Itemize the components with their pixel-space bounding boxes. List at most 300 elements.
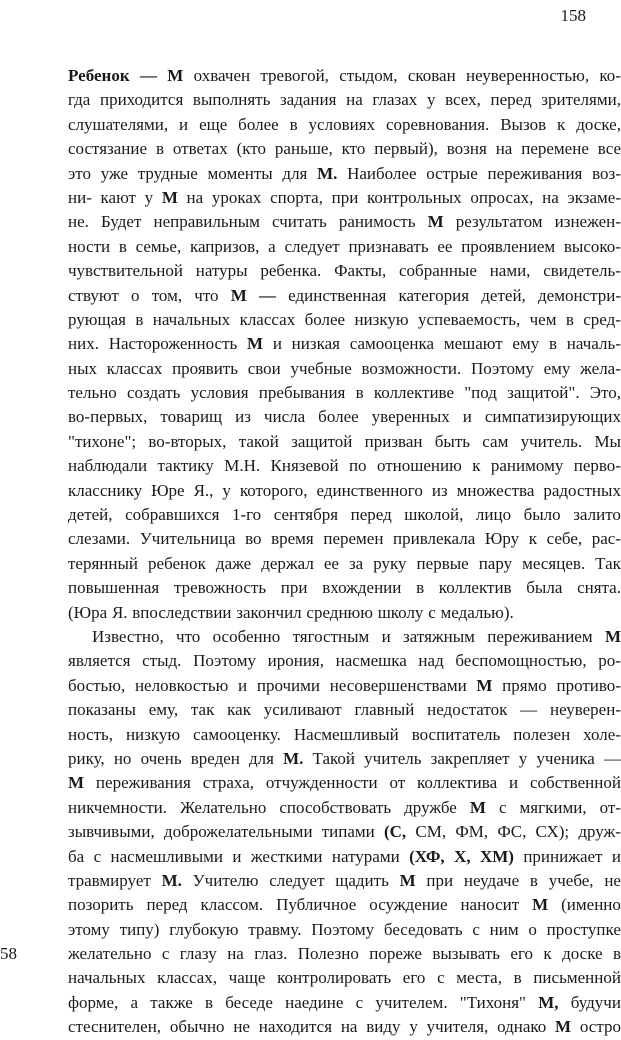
word: детей, xyxy=(481,285,526,305)
word: числа xyxy=(263,407,306,427)
text-line xyxy=(68,601,621,625)
word: беседе xyxy=(225,992,273,1012)
word: единственная xyxy=(288,285,387,305)
text-line xyxy=(68,649,621,673)
word: перед xyxy=(146,895,188,915)
word: моменты xyxy=(207,163,273,183)
word: наблюдали xyxy=(68,456,148,476)
word: ему, xyxy=(148,700,179,720)
word: ных xyxy=(68,358,98,378)
word: доске xyxy=(562,944,603,964)
word: прямо xyxy=(502,675,547,695)
word: натуры xyxy=(195,261,248,281)
word: чувствительной xyxy=(68,261,183,281)
word: следует xyxy=(284,236,340,256)
word: холе- xyxy=(583,724,621,744)
text-line xyxy=(68,869,621,893)
text-line xyxy=(68,235,621,259)
text-line xyxy=(68,332,621,356)
word: его xyxy=(510,944,534,964)
word: собранные xyxy=(399,261,477,281)
word: так xyxy=(190,700,215,720)
word: Известно, xyxy=(92,626,164,646)
word: стыдом, xyxy=(339,66,398,85)
word: классах xyxy=(239,309,296,329)
word: стеснителен, xyxy=(68,1017,162,1037)
word: соревнования. xyxy=(385,114,490,134)
word: ФС, xyxy=(497,822,527,842)
word: кают xyxy=(100,187,136,207)
word: ним xyxy=(489,919,519,939)
word: с xyxy=(355,992,364,1012)
word: неловкостью xyxy=(134,675,229,695)
word: в xyxy=(529,870,538,890)
word: и xyxy=(611,846,621,866)
text-line xyxy=(68,259,621,283)
word: Юре xyxy=(151,480,185,500)
word: "Тихоня" xyxy=(459,992,526,1012)
word: самооценка xyxy=(349,334,435,354)
bold-word: М, xyxy=(538,992,559,1012)
word: школой, xyxy=(404,505,464,525)
word: трудные xyxy=(137,163,198,183)
word: Я., xyxy=(193,480,214,500)
word: в xyxy=(355,383,364,403)
word: СХ); xyxy=(535,822,570,842)
word: способствовать xyxy=(279,797,392,817)
word: виду xyxy=(366,1017,401,1037)
word: ее xyxy=(323,553,339,573)
word: возня xyxy=(446,139,487,159)
word: для xyxy=(249,748,274,768)
word: ко- xyxy=(599,66,621,85)
word: категория xyxy=(398,285,470,305)
word: у xyxy=(144,187,154,207)
word: находится xyxy=(258,1017,333,1037)
word: перед xyxy=(490,90,532,110)
word: ирония, xyxy=(267,651,324,671)
word: ро- xyxy=(598,651,621,671)
word: слезами. xyxy=(68,529,131,549)
word: места, xyxy=(456,968,502,988)
word: неуверенностью, xyxy=(466,66,590,85)
word: от xyxy=(389,773,406,793)
word: ответах xyxy=(172,139,228,159)
word: низкая xyxy=(291,334,340,354)
word: было xyxy=(523,505,561,525)
word: это xyxy=(68,163,92,183)
word: скован xyxy=(407,66,456,85)
word: контролировать xyxy=(277,968,392,988)
word: более xyxy=(238,114,279,134)
word: при xyxy=(331,187,359,207)
word: во-первых, xyxy=(68,407,148,427)
word: из xyxy=(235,407,251,427)
word: низкую xyxy=(125,724,181,744)
word: прочими xyxy=(256,675,321,695)
word: (Юра xyxy=(68,602,108,622)
word: вхождении xyxy=(322,578,402,598)
word: ствуют xyxy=(68,285,119,305)
word: быть xyxy=(434,431,471,451)
word: — xyxy=(603,748,621,768)
word: как xyxy=(227,700,251,720)
word: неудаче xyxy=(463,870,520,890)
word: успеваемость, xyxy=(417,309,521,329)
word: особенно xyxy=(212,626,281,646)
word: классах, xyxy=(157,968,218,988)
text-line xyxy=(68,113,621,137)
text-line xyxy=(68,845,621,869)
word: на xyxy=(186,187,204,207)
word: состязание xyxy=(68,139,148,159)
word: класснику xyxy=(68,480,143,500)
word: острые xyxy=(426,163,478,183)
word: результатом xyxy=(455,212,543,232)
word: свидетель- xyxy=(543,261,621,281)
word: ребенок xyxy=(148,553,206,573)
word: раньше, xyxy=(274,139,333,159)
word: лицо xyxy=(475,505,512,525)
text-line xyxy=(68,88,621,112)
word: гда xyxy=(68,90,91,110)
word: затяжным xyxy=(403,626,475,646)
word: чем xyxy=(529,309,557,329)
word: однако xyxy=(497,1017,547,1037)
word: коллектива xyxy=(417,773,498,793)
word: снята. xyxy=(577,578,621,598)
word: учитель xyxy=(364,748,422,768)
bold-word: М xyxy=(427,212,444,232)
word: тревожность xyxy=(173,578,267,598)
word: закончил xyxy=(236,602,302,622)
text-line xyxy=(68,820,621,844)
word: создать xyxy=(127,383,181,403)
word: сам xyxy=(482,431,509,451)
word: коллективе xyxy=(373,383,455,403)
word: том, xyxy=(151,285,183,305)
word: к xyxy=(543,944,552,964)
text-line xyxy=(68,186,621,210)
text-line xyxy=(68,552,621,576)
word: опросах, xyxy=(470,187,534,207)
word: начальных xyxy=(152,309,231,329)
word: классом. xyxy=(200,895,264,915)
word: рас- xyxy=(591,529,621,549)
word: травму. xyxy=(248,919,302,939)
word: неуверен- xyxy=(549,700,621,720)
word: зрителями, xyxy=(541,90,621,110)
word: уверенных xyxy=(371,407,450,427)
word: всех, xyxy=(445,90,481,110)
word: о xyxy=(528,919,537,939)
word: щадить xyxy=(335,870,389,890)
word: была xyxy=(526,578,563,598)
word: школу xyxy=(377,602,424,622)
text-line xyxy=(68,64,621,88)
word: ба xyxy=(68,846,85,866)
word: в xyxy=(565,309,574,329)
word: глазах xyxy=(372,90,418,110)
word: тельно xyxy=(68,383,117,403)
word: с xyxy=(93,846,102,866)
text-line xyxy=(68,308,621,332)
word: для xyxy=(282,163,308,183)
text-line xyxy=(68,918,621,942)
word: Князевой xyxy=(270,456,339,476)
word: наедине xyxy=(285,992,344,1012)
word: залито xyxy=(573,505,621,525)
word: высоко- xyxy=(563,236,621,256)
word: и xyxy=(272,334,282,354)
word: Настороженность xyxy=(108,334,238,354)
word: экзаме- xyxy=(567,187,621,207)
word: осуждение xyxy=(369,895,448,915)
text-line xyxy=(68,527,621,551)
text-line xyxy=(68,625,621,649)
word: "под xyxy=(464,383,497,403)
bold-word: М xyxy=(532,895,549,915)
word: и xyxy=(232,846,242,866)
bold-word: ХМ) xyxy=(479,846,514,866)
text-line xyxy=(68,893,621,917)
word: коллектив xyxy=(438,578,512,598)
word: воз- xyxy=(592,163,621,183)
text-line xyxy=(68,1015,621,1039)
word: Поэтому xyxy=(193,651,256,671)
word: среднюю xyxy=(306,602,373,622)
word: них. xyxy=(68,334,99,354)
word: перемен xyxy=(323,529,384,549)
word: к xyxy=(557,114,566,134)
word: защитой xyxy=(291,431,353,451)
word: защитой". xyxy=(507,383,580,403)
bold-word: (ХФ, xyxy=(409,846,445,866)
word: учитель. xyxy=(520,431,583,451)
word: учителя, xyxy=(426,1017,489,1037)
word: медалью). xyxy=(440,602,514,622)
word: в xyxy=(548,334,558,354)
word: бостью, xyxy=(68,675,126,695)
bold-word: М xyxy=(555,1017,572,1037)
word: Такой xyxy=(312,748,356,768)
word: пребывания xyxy=(258,383,346,403)
word: на xyxy=(340,1017,358,1037)
word: "тихоне"; xyxy=(68,431,137,451)
word: в xyxy=(416,578,425,598)
word: у xyxy=(222,480,231,500)
word: детей, xyxy=(68,505,113,525)
word: более xyxy=(304,309,346,329)
word: М.Н. xyxy=(224,456,261,476)
text-line xyxy=(68,991,621,1015)
word: к xyxy=(528,529,537,549)
word: первый), xyxy=(374,139,438,159)
word: вызывать xyxy=(432,944,501,964)
text-line xyxy=(68,966,621,990)
word: рику, xyxy=(68,748,105,768)
word: терянный xyxy=(68,553,139,573)
word: и xyxy=(462,407,472,427)
word: уже xyxy=(100,163,129,183)
word: такой xyxy=(238,431,279,451)
word: беспомощностью, xyxy=(455,651,587,671)
word: тягостным xyxy=(292,626,370,646)
word: этому xyxy=(68,919,110,939)
word: самооценку. xyxy=(193,724,281,744)
word: контрольных xyxy=(367,187,462,207)
text-line xyxy=(68,210,621,234)
word: учебные xyxy=(290,358,352,378)
word: доброжелательными xyxy=(163,822,313,842)
word: в xyxy=(155,139,164,159)
word: с xyxy=(428,602,436,622)
word: остро xyxy=(579,1017,621,1037)
word: даже xyxy=(215,553,252,573)
word: над xyxy=(418,651,444,671)
word: Юру xyxy=(484,529,520,549)
word: и xyxy=(509,773,519,793)
word: Публичное xyxy=(276,895,357,915)
word: перво- xyxy=(573,456,621,476)
word: Факты, xyxy=(334,261,387,281)
word: симпатизирующих xyxy=(484,407,621,427)
word: Учительница xyxy=(139,529,236,549)
bold-word: (С, xyxy=(383,822,407,842)
word: привлекала xyxy=(393,529,476,549)
bold-word: М xyxy=(247,334,264,354)
word: Полезно xyxy=(297,944,359,964)
word: глубокую xyxy=(169,919,239,939)
word: учителем. xyxy=(375,992,448,1012)
word: к xyxy=(472,456,481,476)
text-line xyxy=(68,723,621,747)
word: ни- xyxy=(68,187,92,207)
text-line xyxy=(68,747,621,771)
word: себе, xyxy=(546,529,583,549)
bold-word: М. xyxy=(161,870,182,890)
text-line xyxy=(68,942,621,966)
bold-word: М xyxy=(161,187,178,207)
word: — xyxy=(520,700,538,720)
word: типами xyxy=(321,822,375,842)
word: Мы xyxy=(594,431,621,451)
word: сред- xyxy=(583,309,621,329)
word: руку xyxy=(373,553,407,573)
word: еще xyxy=(199,114,228,134)
word: очень xyxy=(140,748,182,768)
word: никчемности. xyxy=(68,797,167,817)
text-line xyxy=(68,454,621,478)
word: будучи xyxy=(570,992,621,1012)
word: Желательно xyxy=(180,797,267,817)
word: усиливают xyxy=(263,700,342,720)
bold-word: М xyxy=(167,66,184,85)
word: из xyxy=(431,480,448,500)
word: несовершенствами xyxy=(329,675,467,695)
word: у xyxy=(518,748,528,768)
text-line xyxy=(68,576,621,600)
word: сентября xyxy=(273,505,339,525)
word: 1-го xyxy=(231,505,262,525)
word: мешают xyxy=(443,334,503,354)
word: перед xyxy=(350,505,392,525)
text-line xyxy=(68,674,621,698)
word: главный xyxy=(354,700,415,720)
word: письменной xyxy=(533,968,621,988)
word: не xyxy=(604,870,621,890)
word: на xyxy=(495,139,513,159)
bold-word: — xyxy=(139,66,157,85)
word: его xyxy=(402,968,426,988)
word: впоследствии xyxy=(132,602,232,622)
word: условиях xyxy=(308,114,376,134)
bold-word: М. xyxy=(283,748,304,768)
word: воспитатель xyxy=(411,724,501,744)
word: выполнять xyxy=(192,90,271,110)
word: не. xyxy=(68,212,89,232)
word: на xyxy=(227,944,244,964)
word: недостаток xyxy=(427,700,508,720)
word: во xyxy=(245,529,262,549)
word: с xyxy=(161,944,170,964)
word: капризов, xyxy=(189,236,260,256)
word: беседовать xyxy=(383,919,463,939)
word: призван xyxy=(364,431,423,451)
word: форме, xyxy=(68,992,119,1012)
word: СМ, xyxy=(415,822,447,842)
text-line xyxy=(68,430,621,454)
word: пару xyxy=(478,553,513,573)
word: Это, xyxy=(589,383,621,403)
word: Я. xyxy=(111,602,128,622)
word: при xyxy=(280,578,308,598)
word: проступке xyxy=(546,919,621,939)
word: все xyxy=(597,139,621,159)
word: насмешливыми xyxy=(110,846,223,866)
word: охвачен xyxy=(193,66,251,85)
word: стыд. xyxy=(142,651,182,671)
word: первые xyxy=(416,553,469,573)
word: глазу xyxy=(179,944,217,964)
word: в xyxy=(612,944,621,964)
word: кто xyxy=(341,139,366,159)
word: также xyxy=(150,992,193,1012)
word: повышенная xyxy=(68,578,160,598)
bold-word: М xyxy=(604,626,621,646)
word: закрепляет xyxy=(430,748,510,768)
word: свои xyxy=(247,358,281,378)
bold-word: — xyxy=(258,285,276,305)
word: ность, xyxy=(68,724,113,744)
word: товарищ xyxy=(160,407,223,427)
body-text xyxy=(68,64,621,1040)
word: собравшихся xyxy=(125,505,220,525)
word: типу) xyxy=(119,919,160,939)
bold-word: М xyxy=(476,675,493,695)
word: Насмешливый xyxy=(293,724,399,744)
word: зывчивыми, xyxy=(68,822,155,842)
word: и xyxy=(179,114,189,134)
word: признавать xyxy=(348,236,429,256)
word: мягкими, xyxy=(519,797,587,817)
word: показаны xyxy=(68,700,136,720)
word: позорить xyxy=(68,895,134,915)
bold-word: М xyxy=(230,285,247,305)
word: Так xyxy=(595,553,621,573)
word: в xyxy=(118,236,127,256)
word: переживания xyxy=(487,163,583,183)
